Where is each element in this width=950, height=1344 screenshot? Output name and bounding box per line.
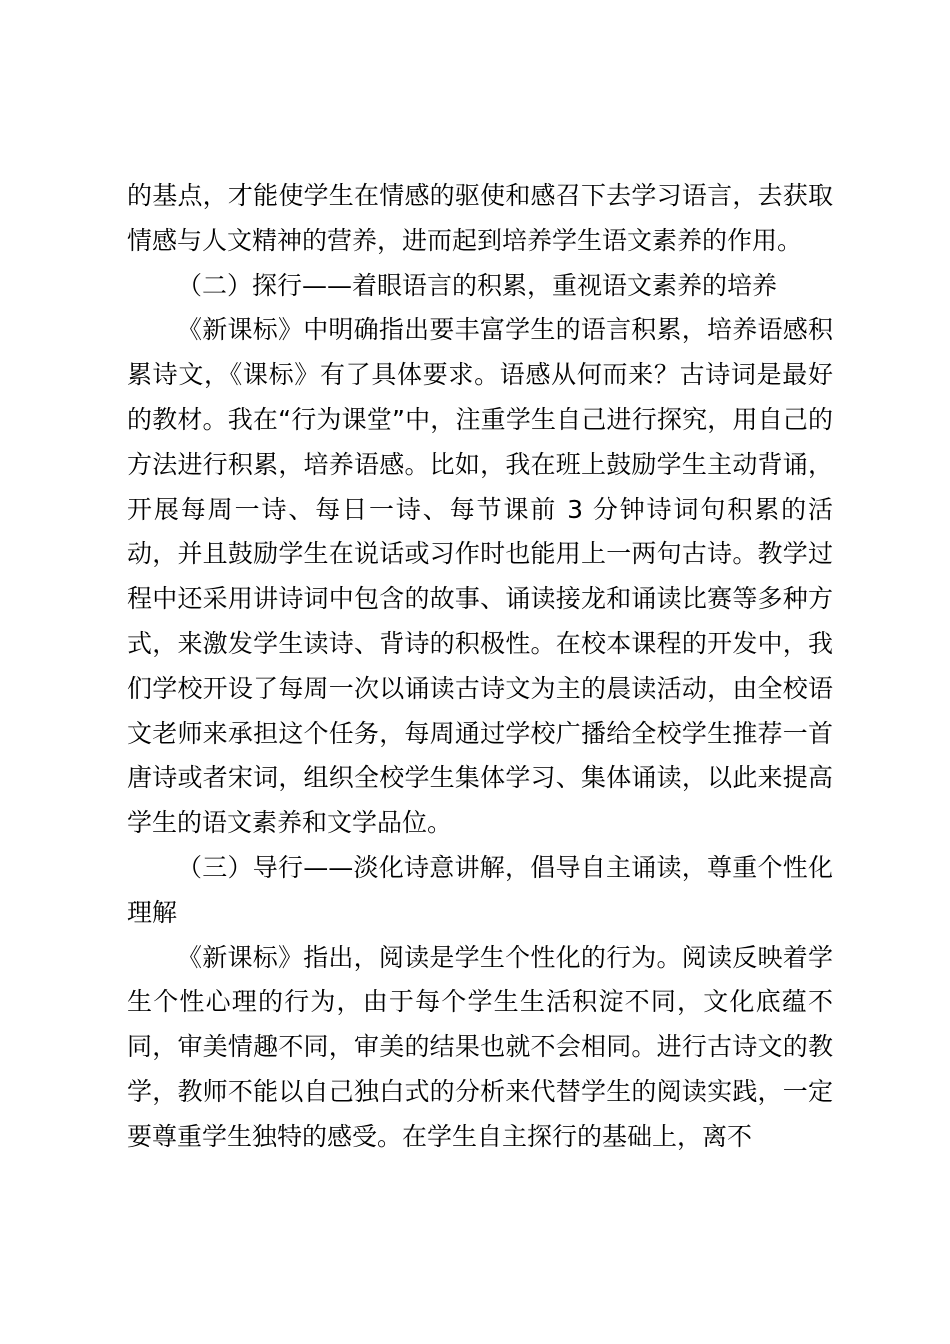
section-heading-two: （二）探行——着眼语言的积累，重视语文素养的培养 [177,270,778,300]
paragraph-personalized-reading: 《新课标》指出，阅读是学生个性化的行为。阅读反映着学生个性心理的行为，由于每个学生生活积淀不同，文化底蕴不同，审美情趣不同，审美的结果也就不会相同。进行古诗文的教学，教师不能以自己独白式的分析来代替学生的阅读实践，一定要尊重学生独特的感受。在学生自主探行的基础上，离不 [127,942,833,1151]
section-heading-three: （三）导行——淡化诗意讲解，倡导自主诵读，尊重个性化理解 [127,852,833,927]
paragraph-continuation: 的基点，才能使学生在情感的驱使和感召下去学习语言，去获取情感与人文精神的营养，进而起到培养学生语文素养的作用。 [127,181,833,255]
paragraph-language-accumulation: 《新课标》中明确指出要丰富学生的语言积累，培养语感积累诗文，《课标》有了具体要求。语感从何而来？古诗词是最好的教材。我在“行为课堂”中，注重学生自己进行探究，用自己的方法进行积累，培养语感。比如，我在班上鼓励学生主动背诵，开展每周一诗、每日一诗、每节课前 3 分钟诗词句积累的活动，并且鼓励学生在说话或习作时也能用上一两句古诗。教学过程中还采用讲诗词中包含的故事、诵读接龙和诵读比赛等多种方式，来激发学生读诗、背诗的积极性。在校本课程的开发中，我们学校开设了每周一次以诵读古诗文为主的晨读活动，由全校语文老师来承担这个任务，每周通过学校广播给全校学生推荐一首唐诗或者宋词，组织全校学生集体学习、集体诵读，以此来提高学生的语文素养和文学品位。 [127,315,833,838]
document-body [127,174,833,1160]
